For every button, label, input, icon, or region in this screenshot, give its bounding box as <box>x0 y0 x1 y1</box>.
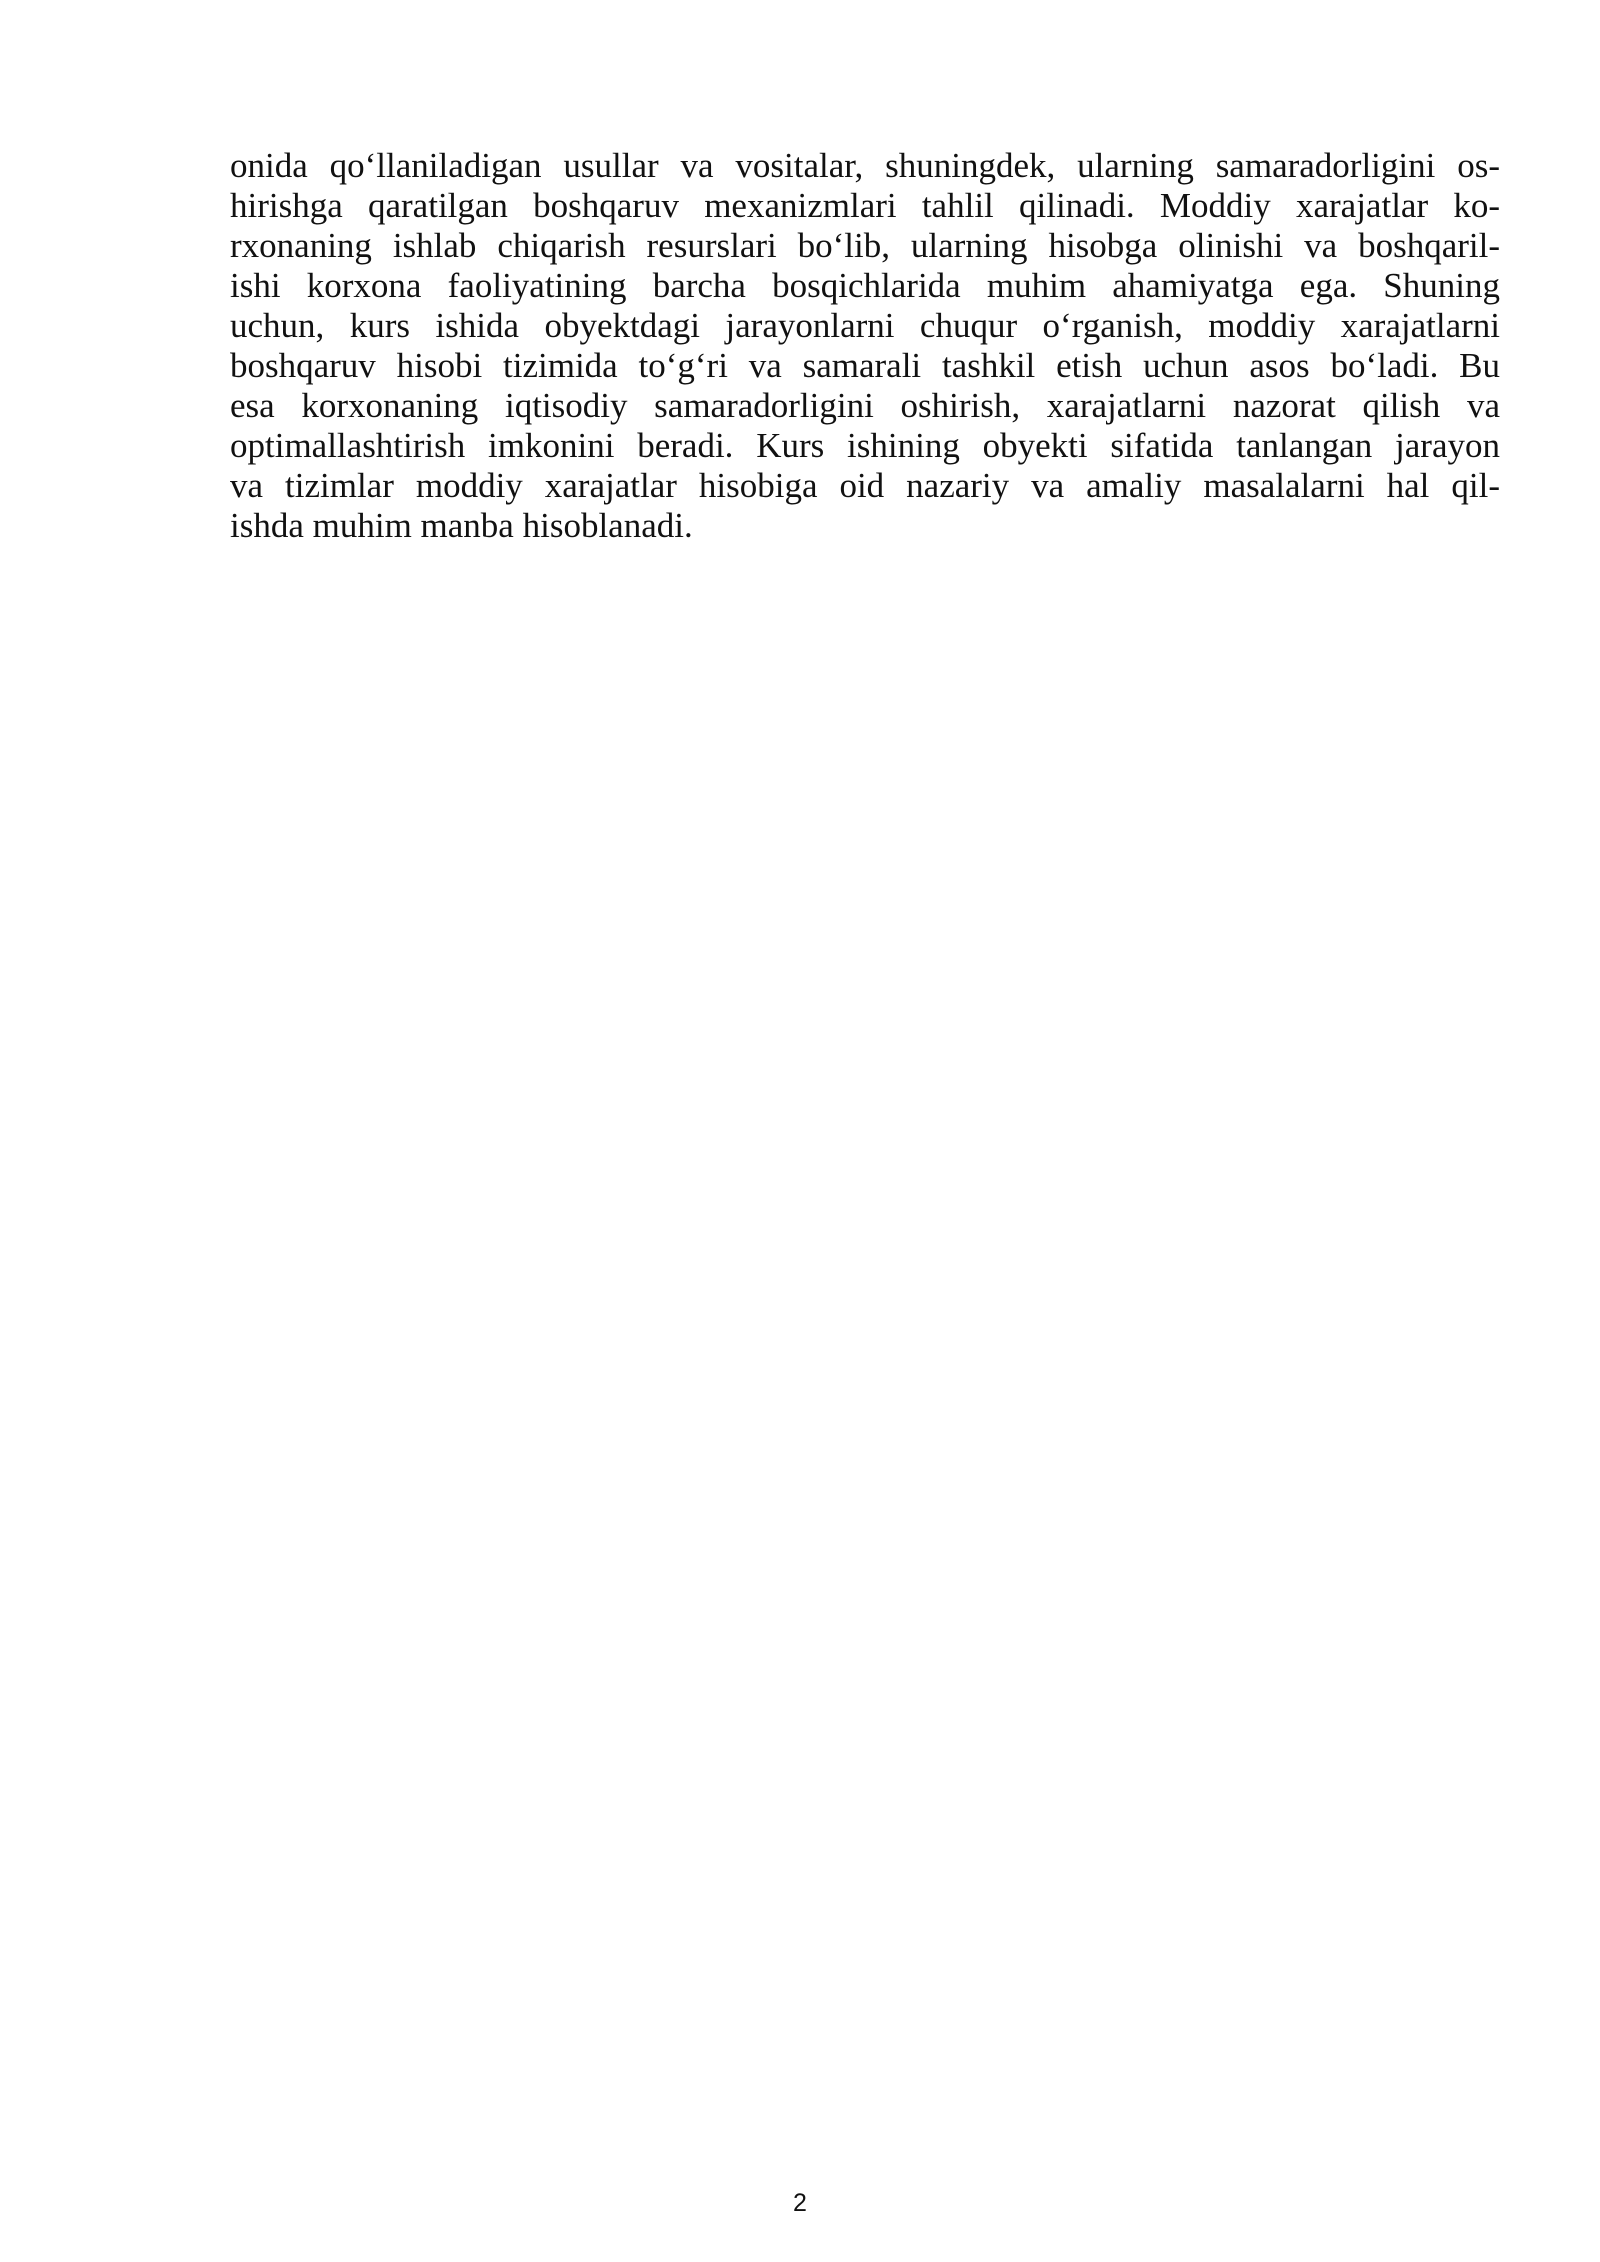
paragraph-line: ishda muhim manba hisoblanadi. <box>230 506 693 545</box>
page-number: 2 <box>793 2189 807 2217</box>
paragraph-line: ishi korxona faoliyatining barcha bosqichlarida muhim ahamiyatga ega. Shuning <box>230 266 1500 305</box>
paragraph-line: va tizimlar moddiy xarajatlar hisobiga oid nazariy va amaliy masalalarni hal qil- <box>230 466 1500 505</box>
body-paragraph <box>230 146 1500 546</box>
paragraph-line: uchun, kurs ishida obyektdagi jarayonlarni chuqur o‘rganish, moddiy xarajatlarni <box>230 306 1500 345</box>
paragraph-line: rxonaning ishlab chiqarish resurslari bo‘lib, ularning hisobga olinishi va boshqaril- <box>230 226 1500 265</box>
paragraph-line: onida qo‘llaniladigan usullar va vositalar, shuningdek, ularning samaradorligini os- <box>230 146 1500 185</box>
paragraph-line: esa korxonaning iqtisodiy samaradorligini oshirish, xarajatlarni nazorat qilish va <box>230 386 1500 425</box>
paragraph-line: optimallashtirish imkonini beradi. Kurs ishining obyekti sifatida tanlangan jarayon <box>230 426 1500 465</box>
paragraph-line: boshqaruv hisobi tizimida to‘g‘ri va samarali tashkil etish uchun asos bo‘ladi. Bu <box>230 346 1500 385</box>
paragraph-line: hirishga qaratilgan boshqaruv mexanizmlari tahlil qilinadi. Moddiy xarajatlar ko- <box>230 186 1500 225</box>
